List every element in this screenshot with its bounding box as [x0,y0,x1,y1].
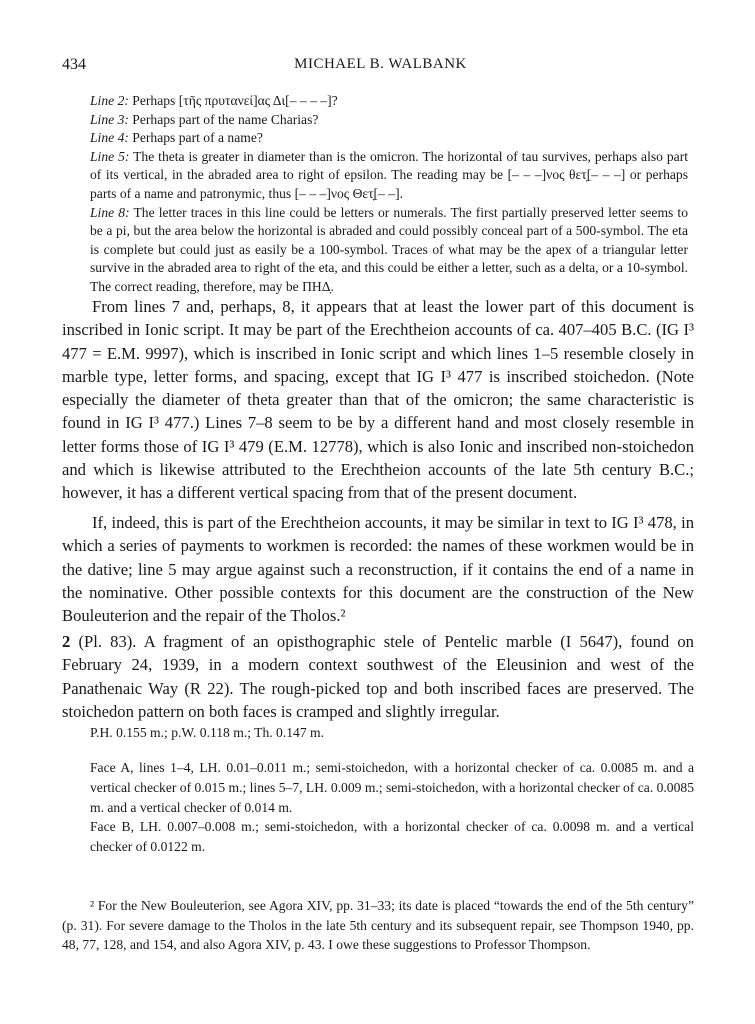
line-notes [90,92,688,297]
note-line-4 [90,129,688,148]
page-header [62,56,699,78]
face-b-text: Face B, LH. 0.007–0.008 m.; semi-stoichedon, with a horizontal checker of ca. 0.0098 m. and a vertical checker of 0.0122 m. [90,819,694,854]
note-text: The letter traces in this line could be letters or numerals. The first partially preserved letter seems to be a pi, but the area below the horizontal is abraded and could possibly conceal part of a 500-symbol. The eta is complete but could just as easily be a 100-symbol. Traces of what may be the apex of a triangular letter survive in the abraded area to right of the eta, and this could be either a letter, such as a delta, or a 10-symbol. The correct reading, therefore, may be ΠΗΔ̣. [90,204,689,294]
paragraph-text: If, indeed, this is part of the Erechtheion accounts, it may be similar in text to IG I³ 478, in which a series of payments to workmen is recorded: the names of these workmen would be in the dative; line 5 may argue against such a reconstruction, if it contains the end of a name in the nominative. Other possible contexts for this document are the construction of the New Bouleuterion and the repair of the Tholos.² [62,513,694,626]
dimensions-text: P.H. 0.155 m.; p.W. 0.118 m.; Th. 0.147 m. [90,725,325,740]
footnote-text: ² For the New Bouleuterion, see Agora XIV, pp. 31–33; its date is placed “towards the end of the 5th century” (p. 31). For severe damage to the Tholos in the late 5th century and its subsequent repair, see Thompson 1940, pp. 48, 77, 128, and 154, and also Agora XIV, p. 43. I owe these suggestions to Professor Thompson. [62,898,694,952]
face-a-text: Face A, lines 1–4, LH. 0.01–0.011 m.; semi-stoichedon, with a horizontal checker of ca. 0.0085 m. and a vertical checker of 0.015 m.; lines 5–7, LH. 0.009 m.; semi-stoichedon, with a horizontal checker of ca. 0.0085 m. and a vertical checker of 0.014 m. [90,760,694,815]
note-line-3 [90,111,688,130]
note-label: Line 3: [90,111,129,127]
entry-text [62,630,694,723]
catalogue-entry-2 [62,630,694,723]
note-text: Perhaps part of the name Charias? [132,111,319,127]
face-b-description [90,817,694,857]
note-text: Perhaps [τῆς πρυτανεί]ας Δι[– – – –]? [132,93,338,108]
running-head: MICHAEL B. WALBANK [294,56,467,72]
entry-description: (Pl. 83). A fragment of an opisthographic stele of Pentelic marble (I 5647), found on February 24, 1939, in a modern context southwest of the Eleusinion and west of the Panathenaic Way (R 22). The rough-picked top and both inscribed faces are preserved. The stoichedon pattern on both faces is cramped and slightly irregular. [62,632,694,721]
body-paragraph-2 [62,511,694,627]
note-label: Line 5: [90,148,130,164]
note-label: Line 4: [90,130,129,146]
note-text: The theta is greater in diameter than is the omicron. The horizontal of tau survives, perhaps also part of its vertical, in the abraded area to right of epsilon. The reading may be [– – –]νος θετ̣[– – –] or perhaps parts of a name and patronymic, thus [– – –]νος Θετ̣[– –]. [90,148,689,201]
footnote-2 [62,896,694,955]
note-line-8 [90,204,688,297]
note-label: Line 2: [90,93,129,108]
note-line-5 [90,148,688,204]
note-text: Perhaps part of a name? [132,130,263,146]
page-number: 434 [62,56,86,73]
paragraph-text: From lines 7 and, perhaps, 8, it appears that at least the lower part of this document is inscribed in Ionic script. It may be part of the Erechtheion accounts of ca. 407–405 B.C. (IG I³ 477 = E.M. 9997), which is inscribed in Ionic script and which lines 1–5 resemble closely in marble type, letter forms, and spacing, except that IG I³ 477 is inscribed stoichedon. (Note especially the diameter of theta greater than that of the omicron; the same characteristic is found in IG I³ 477.) Lines 7–8 seem to be by a different hand and most closely resemble in letter forms those of IG I³ 479 (E.M. 12778), which is also Ionic and inscribed non-stoichedon and which is likewise attributed to the Erechtheion accounts of the late 5th century B.C.; however, it has a different vertical spacing from that of the present document. [62,297,694,503]
face-a-description [90,758,694,818]
note-label: Line 8: [90,204,130,220]
dimensions [90,723,694,743]
body-paragraph-1 [62,295,694,505]
note-line-2 [90,92,688,111]
entry-number: 2 [62,632,71,651]
